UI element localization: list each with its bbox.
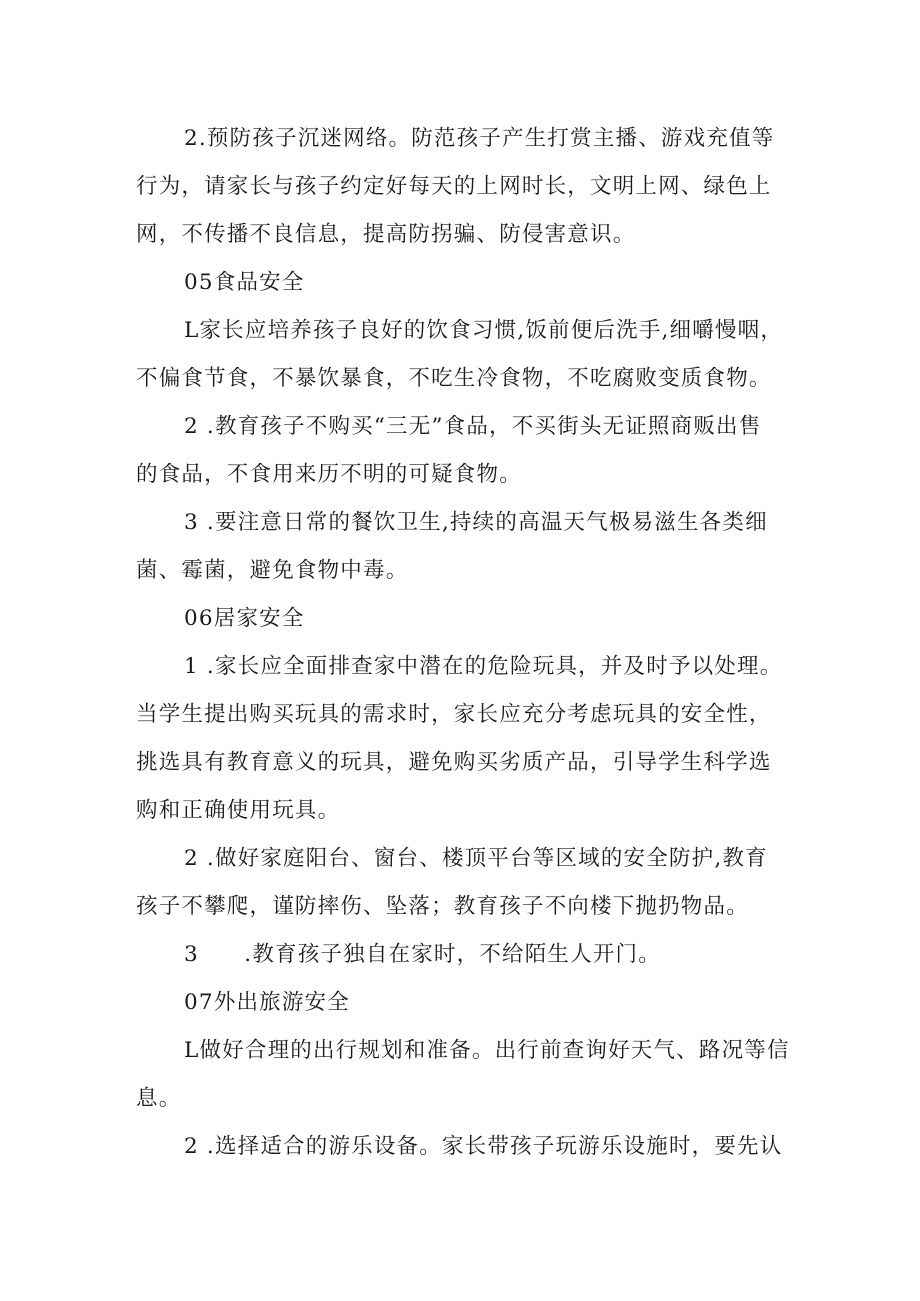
- paragraph-home-1-line-3: 挑选具有教育意义的玩具，避免购买劣质产品，引导学生科学选: [136, 750, 772, 775]
- paragraph-home-2-line-2: 孩子不攀爬，谨防摔伤、坠落；教育孩子不向楼下抛扔物品。: [136, 894, 749, 919]
- paragraph-food-2-line-2: 的食品，不食用来历不明的可疑食物。: [136, 462, 522, 487]
- paragraph-internet-addiction-line-3: 网，不传播不良信息，提高防拐骗、防侵害意识。: [136, 222, 636, 247]
- paragraph-internet-addiction-line-1: 2.预防孩子沉迷网络。防范孩子产生打赏主播、游戏充值等: [184, 126, 775, 151]
- section-heading-travel-safety: 07外出旅游安全: [184, 990, 350, 1015]
- paragraph-food-1-line-2: 不偏食节食，不暴饮暴食，不吃生冷食物，不吃腐败变质食物。: [136, 366, 772, 391]
- paragraph-home-1-line-2: 当学生提出购买玩具的需求时，家长应充分考虑玩具的安全性，: [136, 702, 772, 727]
- paragraph-travel-2-line-1: 2 .选择适合的游乐设备。家长带孩子玩游乐设施时，要先认: [184, 1134, 783, 1159]
- paragraph-food-1-line-1: L家长应培养孩子良好的饮食习惯,饭前便后洗手,细嚼慢咽，: [184, 318, 784, 343]
- section-heading-food-safety: 05食品安全: [184, 270, 305, 295]
- paragraph-home-1-line-4: 购和正确使用玩具。: [136, 798, 341, 823]
- paragraph-home-2-line-1: 2 .做好家庭阳台、窗台、楼顶平台等区域的安全防护,教育: [184, 846, 768, 871]
- paragraph-food-3-line-2: 菌、霉菌，避免食物中毒。: [136, 558, 409, 583]
- paragraph-food-3-line-1: 3 .要注意日常的餐饮卫生,持续的高温天气极易滋生各类细: [184, 510, 768, 535]
- paragraph-food-2-line-1: 2 .教育孩子不购买“三无”食品，不买街头无证照商贩出售: [184, 414, 762, 439]
- paragraph-internet-addiction-line-2: 行为，请家长与孩子约定好每天的上网时长，文明上网、绿色上: [136, 174, 772, 199]
- paragraph-travel-1-line-1: L做好合理的出行规划和准备。出行前查询好天气、路况等信: [184, 1038, 790, 1063]
- section-heading-home-safety: 06居家安全: [184, 606, 305, 631]
- paragraph-home-3-line-1: 3 .教育孩子独自在家时，不给陌生人开门。: [184, 942, 661, 967]
- paragraph-home-1-line-1: 1 .家长应全面排查家中潜在的危险玩具，并及时予以处理。: [184, 654, 783, 679]
- paragraph-travel-1-line-2: 息。: [136, 1086, 182, 1111]
